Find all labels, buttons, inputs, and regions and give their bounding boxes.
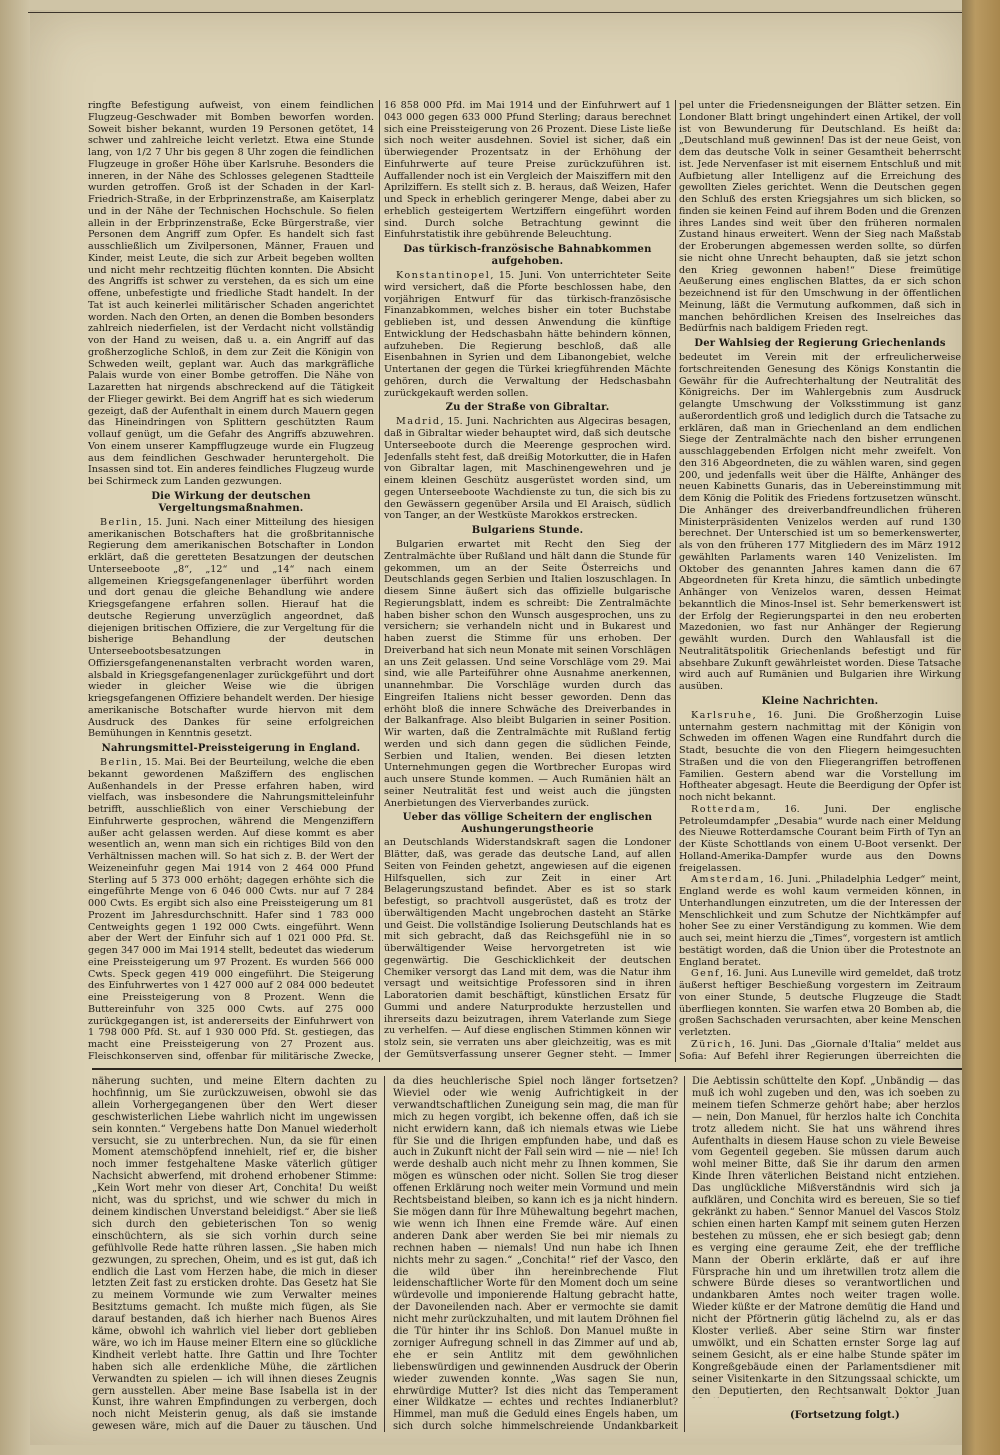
top-rule (28, 12, 962, 13)
headline-aushungerung: Ueber das völlige Scheitern der englischen Aushungerungstheorie (402, 812, 653, 835)
news-item-rotterdam: Rotterdam, 16. Juni. Der englische Petroleumdampfer „Desabia“ wurde nach einer Meldung des Nieuwe Rotterdamsche Courant beim Firth of Tyn an der Küste Schottlands von einem U-Boot versenkt. Der Holland-Amerika-Dampfer wurde aus den Downs freigelassen. (679, 803, 961, 874)
page-binding-shadow (0, 0, 30, 1455)
headline-wahlsieg: Der Wahlsieg der Regierung Griechenlands (694, 338, 946, 349)
article-london-paper: pel unter die Friedensneigungen der Blätter setzen. Ein Londoner Blatt bringt ungehindert einen Artikel, der voll ist von Bewunderung für Deutschland. Es heißt da: „Deutschland muß gewinnen! Das ist der neue Geist, von dem das deutsche Volk in seiner Gesamtheit beherrscht ist. Jede Nervenfaser ist mit eisernem Entschluß und mit Aufbietung aller Intelligenz auf die Erreichung des gewollten Zieles gerichtet. Wenn die Deutschen gegen den Schluß des ersten Kriegsjahres um sich blicken, so finden sie keinen Feind auf ihrem Boden und die Grenzen ihres Landes sind weit über den früheren normalen Zustand hinaus erweitert. Wenn der Sieg nach Maßstab der Eroberungen abgemessen werden sollte, so dürfen sie nicht ohne Unrecht behaupten, daß sie jetzt schon den Krieg gewonnen haben!“ Diese freimütige Aeußerung eines englischen Blattes, da er sich schon bezeichnend ist für den Umschwung in der öffentlichen Meinung, läßt die Vermutung aufkommen, daß sich in manchen behördlichen Kreisen des Inselreiches das Bedürfnis nach baldigem Frieden regt. (679, 100, 961, 335)
news-item-genf: Genf, 16. Juni. Aus Luneville wird gemeldet, daß trotz äußerst heftiger Beschießung vorgestern im Zeitraum von einer Stunde, 5 deutsche Flugzeuge die Stadt überfliegen konnten. Sie warfen etwa 20 Bomben ab, die großen Sachschaden verursachten, aber keine Menschen verletzten. (679, 968, 961, 1038)
feuilleton-column-3 (692, 1076, 960, 1398)
news-item-amsterdam: Amsterdam, 16. Juni. „Philadelphia Ledger“ meint, England werde es wohl kaum vermeiden können, in Unterhandlungen einzutreten, um die der Interessen der Menschlichkeit und zum Schutze der Nichtkämpfer auf hoher See zu einer Verständigung zu kommen. Wie dem auch sei, meint hierzu die „Times“, vorgestern ist amtlich bestätigt worden, daß die Union über die Protestnote an England beratet. (679, 874, 961, 968)
column-rule (675, 100, 676, 1062)
article-bahnabkommen: Konstantinopel, 15. Juni. Von unterrichteter Seite wird versichert, daß die Pforte beschlossen habe, den vorjährigen Entwurf für das türkisch-französische Finanzabkommen, welches bisher ein toter Buchstabe geblieben ist, und dessen Anwendung die künftige Entwicklung der Hedschasbahn hätte behindern können, aufzuheben. Die Regierung beschloß, daß alle Eisenbahnen in Syrien und dem Libanongebiet, welche Untertanen der gegen die Türkei kriegführenden Mächte gehören, durch die Verwaltung der Hedschasbahn zurückgekauft werden sollen. (384, 270, 671, 399)
headline-gibraltar: Zu der Straße von Gibraltar. (445, 402, 610, 414)
article-vergeltung: Berlin, 15. Juni. Nach einer Mitteilung des hiesigen amerikanischen Botschafters hat die großbritannische Regierung dem amerikanischen Botschafter in London erklärt, daß die geretteten Besatzungen der deutschen Unterseeboote „8“, „12“ und „14“ nach einem allgemeinen Kriegsgefangenenlager überführt worden und dort genau die gleiche Behandlung wie andere Kriegsgefangene erfahren sollen. Hierauf hat die deutsche Regierung unverzüglich angeordnet, daß diejenigen britischen Offiziere, die zur Vergeltung für die bisherige Behandlung der deutschen Unterseebootsbesatzungen in Offiziersgefangenenanstalten verbracht worden waren, alsbald in Kriegsgefangenenlager zurückgeführt und dort wieder in gleicher Weise wie die übrigen kriegsgefangenen Offiziere behandelt werden. Der hiesige amerikanische Botschafter wurde hiervon mit dem Ausdruck des Dankes für seine erfolgreichen Bemühungen in Kenntnis gesetzt. (88, 516, 374, 740)
feuilleton-column-2 (393, 1076, 678, 1432)
article-aushungerung: an Deutschlands Widerstandskraft sagen die Londoner Blätter, daß, was gerade das deutsche Land, auf allen Seiten von Feinden gehetzt, angewiesen auf die eigenen Hilfsquellen, sich zur Zeit in einer Art Belagerungszustand befindet. Aber es ist so stark befestigt, so prachtvoll ausgerüstet, daß es trotz der überwältigenden Macht ungebrochen dasteht an Stärke und Geist. Die vollständige Isolierung Deutschlands hat es mit sich gebracht, daß das Reichsgefühl nie in so überwältigender Weise hervorgetreten ist wie gegenwärtig. Die Geschicklichkeit der deutschen Chemiker versorgt das Land mit dem, was die Natur ihm versagt und weitsichtige Professoren sind in ihren Laboratorien damit beschäftigt, künstlichen Ersatz für Gummi und andere Naturprodukte herzustellen und ihrerseits dazu beizutragen, ihrem Vaterlande zum Siege zu verhelfen. — Auf diese englischen Stimmen können wir stolz sein, sie verraten uns aber gleichzeitig, was es mit der Gemütsverfassung unserer Gegner steht. — Immer (384, 837, 671, 1060)
feuilleton-column-1 (92, 1076, 377, 1432)
article-karlsruhe-air-raid: ringfte Befestigung aufweist, von einem feindlichen Flugzeug-Geschwader mit Bomben beworfen worden. Soweit bisher bekannt, wurden 19 Personen getötet, 14 schwer und zahlreiche leicht verletzt. Etwa eine Stunde lang, von 1/2 7 Uhr bis gegen 8 Uhr zogen die feindlichen Flugzeuge in großer Höhe über Karlsruhe. Besonders die inneren, in der Nähe des Schlosses gelegenen Stadtteile wurden getroffen. Groß ist der Schaden in der Karl-Friedrich-Straße, in der Erbprinzenstraße, am Kaiserplatz und in der Nähe der Technischen Hochschule. So fielen allein in der Erbprinzenstraße, Ecke Bürgerstraße, vier Personen dem Angriff zum Opfer. Es handelt sich fast ausschließlich um Zivilpersonen, Männer, Frauen und Kinder, meist Leute, die sich zur Arbeit begeben wollten und nicht mehr rechtzeitig flüchten konnten. Die Absicht des Angriffs ist schwer zu verstehen, da es sich um eine offene, unbefestigte und friedliche Stadt handelt. In der Tat ist auch keinerlei militärischer Schaden angerichtet worden. Nach den Orten, an denen die Bomben besonders zahlreich niederfielen, ist der Verdacht nicht vollständig von der Hand zu weisen, daß u. a. ein Angriff auf das großherzogliche Schloß, in dem zur Zeit die Königin von Schweden weilt, geplant war. Auch das markgräfliche Palais wurde von einer Bombe getroffen. Die Nähe von Lazaretten hat nirgends abschreckend auf die Tätigkeit der Flieger gewirkt. Bei dem Angriff hat es sich wiederum gezeigt, daß der Aufenthalt in einem durch Mauern gegen das Hineindringen von Splittern geschützten Raum vollauf genügt, um die Gefahr des Angriffs abzuwehren. Von einem unserer Kampfflugzeuge wurde ein Flugzeug aus dem feindlichen Geschwader heruntergeholt. Die Insassen sind tot. Ein anderes feindliches Flugzeug wurde bei Schirmeck zum Landen gezwungen. (88, 100, 374, 487)
page-edge (962, 0, 1000, 1455)
news-item-karlsruhe: Karlsruhe, 16. Juni. Die Großherzogin Luise unternahm gestern nachmittag mit der Königin von Schweden im offenen Wagen eine Rundfahrt durch die Stadt, besuchte die von den Fliegern heimgesuchten Straßen und die von den Fliegerangriffen betroffenen Familien. Gestern abend war die Vorstellung im Hoftheater abgesagt. Heute die Beerdigung der Opfer ist noch nicht bekannt. (679, 709, 961, 803)
news-column-3 (679, 100, 961, 1062)
news-column-2 (384, 100, 671, 1062)
feuilleton-text-2: da dies heuchlerische Spiel noch länger fortsetzen? Wieviel oder wie wenig Aufrichtigkeit in der verwandtschaftlichen Zuneigung sein mag, die man für mich zu hegen vorgibt, ich bekenne offen, daß ich sie nicht erwidern kann, daß ich niemals etwas wie Liebe für Sie und die Ihrigen empfunden habe, und daß es auch in Zukunft nicht der Fall sein wird — nie — nie! Ich werde deshalb auch nicht mehr zu Ihnen kommen, Sie mögen es wünschen oder nicht. Sollen Sie trog dieser offenen Erklärung noch weiter mein Vormund und mein Rechtsbeistand bleiben, so kann ich es ja nicht hindern. Sie mögen dann für Ihre Mühewaltung begehrt machen, wie wenn ich Ihnen eine Fremde wäre. Auf einen anderen Dank aber werden Sie bei mir niemals zu rechnen haben — niemals! Und nun habe ich Ihnen nichts mehr zu sagen.“ „Conchita!“ rief der Vasco, den die wild über ihn hereinbrechende Flut leidenschaftlicher Worte für den Moment doch um seine würdevolle und imponierende Haltung gebracht hatte, der Davoneilenden nach. Aber er vermochte sie damit nicht mehr zurückzuhalten, und mit lautem Dröhnen fiel die Tür hinter ihr ins Schloß. Don Manuel mußte in zorniger Aufregung schnell in das Zimmer auf und ab, ehe er sein Antlitz mit dem gewöhnlichen liebenswürdigen und gewinnenden Ausdruck der Oberin wieder zuwenden konnte. „Was sagen Sie nun, ehrwürdige Mutter? Ist dies nicht das Temperament einer Wildkatze — echtes und rechtes Indianerblut? Himmel, man muß die Geduld eines Engels haben, um sich durch solche himmelschreiende Undankbarkeit (393, 1076, 678, 1432)
feuilleton-text-1: näherung suchten, und meine Eltern dachten zu hochfinnig, um Sie zurückzuweisen, obwohl sie das allein Vorhergegangenen über den Wert dieser geschwisterlichen Liebe wahrlich nicht im ungewissen sein konnten.“ Vergebens hatte Don Manuel wiederholt versucht, sie zu unterbrechen. Nun, da sie für einen Moment atemschöpfend innehielt, rief er, die bisher noch immer festgehaltene Maske väterlich gütiger Nachsicht abwerfend, mit drohend erhobener Stimme: „Kein Wort mehr von dieser Art, Conchita! Du weißt nicht, was du sprichst, und wie schwer du mich in deinem kindischen Unverstand beleidigst.“ Aber sie ließ sich durch den gebieterischen Ton so wenig einschüchtern, als sie sich vorhin durch seine gefühlvolle Rede hatte rühren lassen. „Sie haben mich gezwungen, zu sprechen, Oheim, und es ist gut, daß ich endlich die Last vom Herzen habe, die mich in dieser letzten Zeit fast zu ersticken drohte. Das Gesetz hat Sie zu meinem Vormunde wie zum Verwalter meines Besitztums gemacht. Ich mußte mich fügen, als Sie darauf bestanden, daß ich hierher nach Buenos Aires käme, obwohl ich wahrlich viel lieber dort geblieben wäre, wo ich im Hause meiner Eltern eine so glückliche Kindheit verlebt hatte. Ihre Gattin und Ihre Tochter haben sich alle erdenkliche Mühe, die zärtlichen Verwandten zu spielen — ich will ihnen dieses Zeugnis gern ausstellen. Aber meine Base Isabella ist in der Kunst, ihre wahren Empfindungen zu verbergen, doch noch nicht Meisterin genug, als daß sie imstande gewesen wäre, mich auf die Dauer zu täuschen. Und (92, 1076, 377, 1432)
article-preissteigerung: Berlin, 15. Mai. Bei der Beurteilung, welche die eben bekannt gewordenen Maßziffern des englischen Außenhandels in der Presse erfahren haben, wird vielfach, was insbesondere die Nahrungsmitteleinfuhr betrifft, ausschließlich von einer Verschiebung der Einfuhrwerte gesprochen, während die Mengenziffern außer acht gelassen werden. Auf diese kommt es aber wesentlich an, wenn man sich ein richtiges Bild von den Verhältnissen machen will. So hat sich z. B. der Wert der Weizeneinfuhr gegen Mai 1914 von 2 464 000 Pfund Sterling auf 5 373 000 erhöht; dagegen erhöhte sich die eingeführte Menge von 6 046 000 Cwts. nur auf 7 284 000 Cwts. Es ergibt sich also eine Preissteigerung um 81 Prozent im Jahresdurchschnitt. Hafer sind 1 783 000 Centweights gegen 1 192 000 Cwts. eingeführt. Wenn aber der Wert der Einfuhr sich auf 1 021 000 Pfd. St. gegen 347 000 im Mai 1914 stellt, bedeutet das wiederum eine Preissteigerung um 97 Prozent. Es wurden 566 000 Cwts. Speck gegen 419 000 eingeführt. Die Steigerung des Einfuhrwertes von 1 427 000 auf 2 084 000 bedeutet eine Preissteigerung von 8 Prozent. Wenn die Buttereinfuhr von 325 000 Cwts. auf 275 000 zurückgegangen ist, ist andererseits der Einfuhrwert von 1 798 000 Pfd. St. auf 1 930 000 Pfd. St. gestiegen, das macht eine Preissteigerung von 27 Prozent aus. Fleischkonserven sind, offenbar für militärische Zwecke, (88, 757, 374, 1062)
news-item-zuerich: Zürich, 16. Juni. Das „Giornale d'Italia“ meldet aus Sofia: Auf Befehl ihrer Regierungen überreichten die (679, 1038, 961, 1062)
column-rule (379, 100, 380, 1062)
headline-vergeltung: Die Wirkung der deutschen Vergeltungsmaßnahmen. (151, 490, 311, 514)
feuilleton-separator (92, 1068, 962, 1070)
article-bulgarien: Bulgarien erwartet mit Recht den Sieg der Zentralmächte über Rußland und hält dann die Stunde für gekommen, um an der Seite Österreichs und Deutschlands gegen Serbien und Italien loszuschlagen. In diesem Sinne äußert sich das offizielle bulgarische Regierungsblatt, indem es schreibt: Die Zentralmächte haben bisher schon den Wunsch ausgesprochen, uns zu versichern; sie verhandeln nicht und in Bukarest und haben zuerst die Stimme für uns erhoben. Der Dreiverband hat sich neun Monate mit seinen Vorschlägen an uns Zeit gelassen. Und seine Vorschläge vom 29. Mai sind, wie alle Parteiführer ohne Ausnahme anerkennen, unannehmbar. Die Vorschläge wurden durch das Eingreifen Italiens nicht besser geworden. Denn das erhöht bloß die innere Schwäche des Dreiverbandes in der Balkanfrage. Also bleibt Bulgarien in seiner Position. Wir warten, daß die Zentralmächte mit Rußland fertig werden und sich dann gegen die südlichen Feinde, Serbien und Italien, wenden. Bei diesen letzten Unternehmungen gegen die Wortbrecher Europas wird auch unsere Stunde kommen. — Auch Rumänien hält an seiner Neutralität fest und weist auch die jüngsten Anerbietungen des Vierverbandes zurück. (384, 539, 671, 809)
article-gibraltar: Madrid, 15. Juni. Nachrichten aus Algeciras besagen, daß in Gibraltar wieder behauptet wird, daß sich deutsche Unterseeboote durch die Meerenge gesprochen wird. Jedenfalls steht fest, daß dreißig Motorkutter, die in Hafen von Gibraltar lagen, mit Maschinengewehren und je einem kleinen Geschütz ausgerüstet worden sind, um gegen Unterseeboote Wachdienste zu tun, die sich bis zu den Gewässern gegenüber Arsila und El Araisch, südlich von Tanger, an der Westküste Marokkos erstrecken. (384, 416, 671, 522)
article-preissteigerung-cont: 16 858 000 Pfd. im Mai 1914 und der Einfuhrwert auf 1 043 000 gegen 633 000 Pfund Sterling; daraus berechnet sich eine Preissteigerung von 26 Prozent. Diese Liste ließe sich noch weiter ausdehnen. Soviel ist sicher, daß ein überwiegender Prozentsatz in der Erhöhung der Einfuhrwerte auf teure Preise zurückzuführen ist. Auffallender noch ist ein Vergleich der Maisziffern mit den Aprilziffern. Es stellt sich z. B. heraus, daß Weizen, Hafer und Speck in erheblich geringerer Menge, dabei aber zu erheblich gesteigertem Wertziffern eingeführt worden sind. Durch solche Betrachtung gewinnt die Einfuhrstatistik ihre gebührende Beleuchtung. (384, 100, 671, 241)
headline-kleine-nachrichten: Kleine Nachrichten. (761, 695, 879, 707)
feuilleton-text-3: Die Aebtissin schüttelte den Kopf. „Unbändig — das muß ich wohl zugeben und den, was ich soeben zu meinem tiefen Schmerze gehört habe; aber herzlos — nein, Don Manuel, für herzlos halte ich Conchita trotz alledem nicht. Sie hat uns während ihres Aufenthalts in diesem Hause schon zu viele Beweise vom Gegenteil gegeben. Sie müssen darum auch wohl meiner Bitte, daß Sie ihr darum den armen Kinde Ihren väterlichen Beistand nicht entziehen. Das unglückliche Mißverständnis wird sich ja aufklären, und Conchita wird es bereuen, Sie so tief gekränkt zu haben.“ Sennor Manuel del Vascos Stolz schien einen harten Kampf mit seinem guten Herzen bestehen zu müssen, ehe er sich besiegt gab; denn es verging eine geraume Zeit, ehe der treffliche Mann der Oberin erklärte, daß er auf ihre Fürsprache hin und um ihretwillen trotz allem die schwere Bürde dieses so verantwortlichen und undankbaren Amtes noch weiter tragen wolle. Wieder küßte er der Matrone demütig die Hand und nicht der Pförtnerin gütig lächelnd zu, als er das Kloster verließ. Aber seine Stirn war finster umwölkt, und ein Schatten ernster Sorge lag auf seinem Gesicht, als er eine halbe Stunde später im Kongreßgebäude einen der Parlamentsdiener mit seiner Visitenkarte in den Sitzungssaal schickte, um den Deputierten, den Rechtsanwalt Doktor Juan (692, 1076, 960, 1397)
article-wahlsieg: bedeutet im Verein mit der erfreulicherweise fortschreitenden Genesung des Königs Konstantin die Gewähr für die Aufrechterhaltung der Neutralität des Königreichs. Der im Wahlergebnis zum Ausdruck gelangte Umschwung der Volksstimmung ist ganz außerordentlich groß und lediglich durch die Tatsache zu erklären, daß man in Griechenland an dem endlichen Siege der Zentralmächte nach den bisher errungenen ausschlaggebenden Erfolgen nicht mehr zweifelt. Von den 316 Abgeordneten, die zu wählen waren, sind gegen 200, und jedenfalls weit über die Hälfte, Anhänger des neuen Kabinetts Gunaris, das in Uebereinstimmung mit dem König die Politik des Friedens fortzusetzen wünscht. Die Anhänger des dreiverbandfreundlichen früheren Ministerpräsidenten Venizelos werden auf rund 130 berechnet. Der Unterschied ist um so bemerkenswerter, als von den früheren 177 Mitgliedern des im März 1912 gewählten Parlaments waren 140 Venizelisten. Im Oktober des genannten Jahres kamen dann die 67 Abgeordneten für Kreta hinzu, die sämtlich unbedingte Anhänger von Venizelos waren, dessen Heimat bekanntlich die Minos-Insel ist. Sehr bemerkenswert ist der Erfolg der Regierungspartei in den neu eroberten Mazedonien, wo fast nur Anhänger der Regierung gewählt wurden. Durch den Wahlausfall ist die Neutralitätspolitik Griechenlands befestigt und für absehbare Zukunft gewährleistet worden. Diese Tatsache wird auch auf Rumänien und Bulgarien ihre Wirkung ausüben. (679, 352, 961, 692)
news-column-1 (88, 100, 374, 1062)
continuation-note: (Fortsetzung folgt.) (790, 1410, 900, 1421)
column-rule (384, 1076, 385, 1432)
headline-bahnabkommen: Das türkisch-französische Bahnabkommen aufgehoben. (403, 244, 652, 267)
column-rule (684, 1076, 685, 1432)
headline-bulgarien: Bulgariens Stunde. (471, 525, 584, 536)
headline-preissteigerung: Nahrungsmittel-Preissteigerung in England. (101, 743, 361, 754)
